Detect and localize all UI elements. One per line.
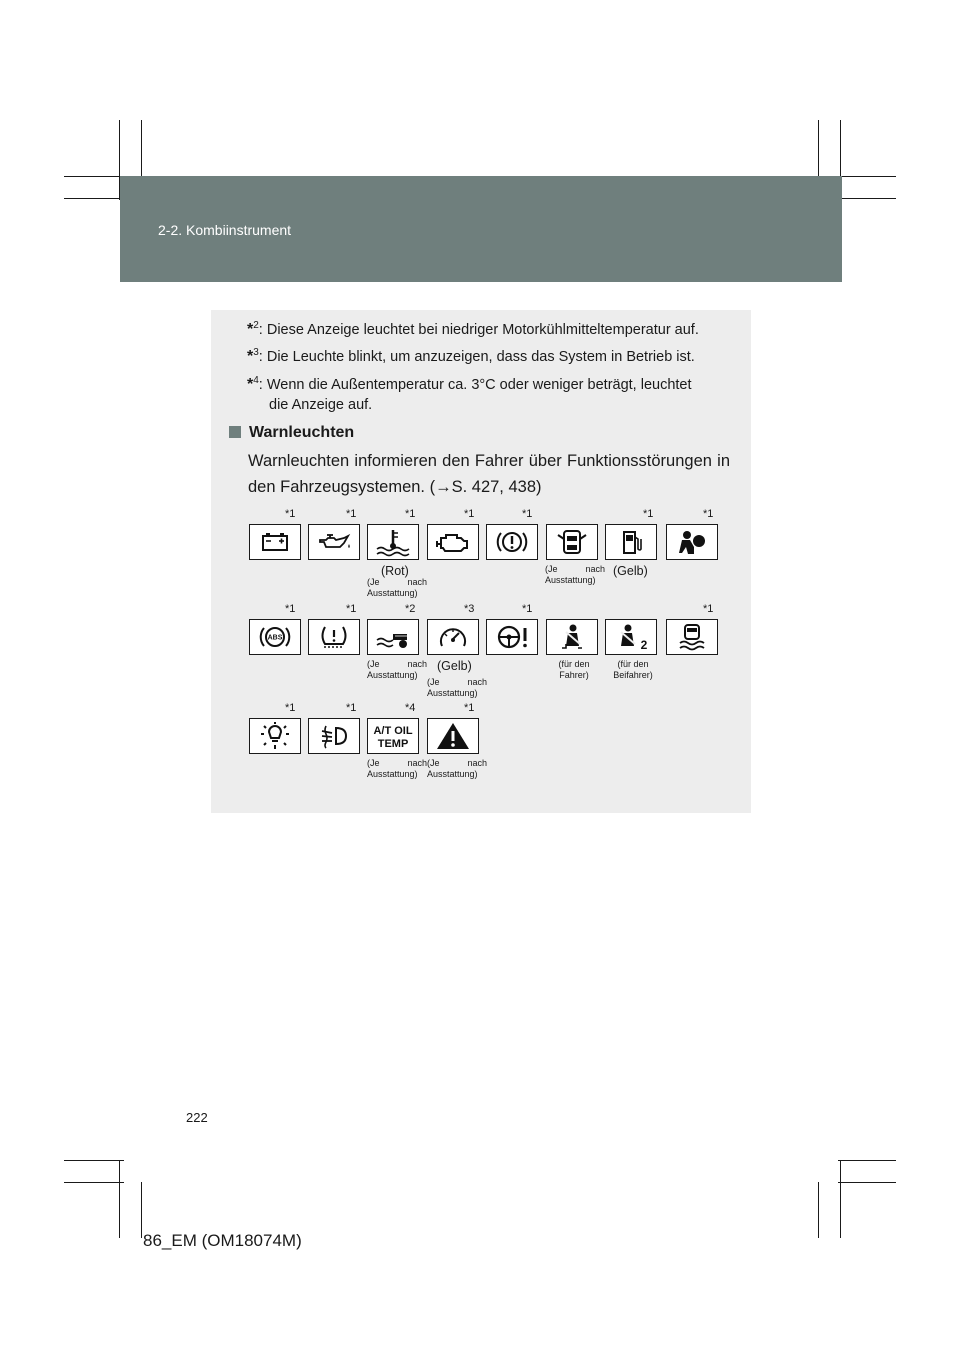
- crop-mark: [119, 1160, 120, 1238]
- color-label-rot: (Rot): [381, 564, 409, 578]
- at-oil-text: A/T OIL: [373, 725, 413, 737]
- equipment-note: (Je nach Ausstattung): [427, 758, 487, 779]
- footnote-mark: *3: [464, 603, 475, 615]
- section-heading: Warnleuchten: [229, 424, 354, 442]
- headlight-icon: [249, 718, 301, 754]
- note-2: *$^2$: Diese Anzeige leuchtet bei niedriger Motorkühlmitteltemperatur auf.: [247, 320, 699, 338]
- crop-mark: [838, 1160, 896, 1161]
- header-band: [120, 176, 842, 282]
- oil-pressure-icon: [308, 524, 360, 560]
- crop-mark: [838, 1182, 896, 1183]
- abs-text: ABS: [267, 634, 283, 642]
- footnote-mark: *1: [285, 603, 296, 615]
- power-steering-icon: [486, 619, 538, 655]
- color-label-gelb: (Gelb): [613, 564, 648, 578]
- seat-note-driver: (für den Fahrer): [558, 659, 590, 680]
- fog-light-icon: [308, 718, 360, 754]
- crop-mark: [818, 1182, 819, 1238]
- airbag-icon: [666, 524, 718, 560]
- seat-note-passenger: (für den Beifahrer): [613, 659, 653, 680]
- equipment-note: (Je nach Ausstattung): [367, 577, 427, 598]
- at-oil-temp-icon: [367, 718, 419, 754]
- equipment-note: (Je nach Ausstattung): [367, 659, 427, 680]
- crop-mark: [64, 1160, 124, 1161]
- temp-text: TEMP: [377, 738, 409, 750]
- low-coolant-temp-icon: [367, 619, 419, 655]
- footnote-mark: *1: [346, 508, 357, 520]
- brake-warning-icon: [486, 524, 538, 560]
- crop-mark: [838, 176, 896, 177]
- crop-mark: [141, 1182, 142, 1238]
- footnote-mark: *1: [643, 508, 654, 520]
- engine-check-icon: [427, 524, 479, 560]
- footnote-mark: *1: [346, 603, 357, 615]
- door-open-icon: [546, 524, 598, 560]
- footnote-mark: *1: [285, 508, 296, 520]
- abs-icon: [249, 619, 301, 655]
- footnote-mark: *1: [703, 603, 714, 615]
- footnote-mark: *1: [522, 603, 533, 615]
- cruise-control-icon: [427, 619, 479, 655]
- footnote-mark: *1: [703, 508, 714, 520]
- footnote-mark: *4: [405, 702, 416, 714]
- stability-control-icon: [666, 619, 718, 655]
- crop-mark: [64, 198, 124, 199]
- page-number: 222: [186, 1110, 208, 1125]
- footnote-mark: *1: [346, 702, 357, 714]
- equipment-note: (Je nach Ausstattung): [427, 677, 487, 698]
- note-4: *$^4$: Wenn die Außentemperatur ca. 3°C oder weniger beträgt, leuchtet die Anzeige auf.: [247, 375, 692, 413]
- passenger-seat-number: 2: [640, 638, 648, 652]
- coolant-temp-icon: [367, 524, 419, 560]
- footnote-mark: *1: [464, 702, 475, 714]
- section-paragraph: Warnleuchten informieren den Fahrer über Funktionsstörungen in den Fahrzeugsystemen. (→S. 427, 438): [248, 452, 730, 496]
- crop-mark: [64, 176, 124, 177]
- bullet-square: [229, 426, 241, 438]
- seatbelt-driver-icon: [546, 619, 598, 655]
- fuel-icon: [605, 524, 657, 560]
- tire-pressure-icon: [308, 619, 360, 655]
- color-label-gelb: (Gelb): [437, 659, 472, 673]
- footnote-mark: *1: [522, 508, 533, 520]
- crop-mark: [838, 198, 896, 199]
- footnote-mark: *1: [285, 702, 296, 714]
- seatbelt-passenger-icon: [605, 619, 657, 655]
- section-title: 2-2. Kombiinstrument: [158, 222, 292, 238]
- note-3: *$^3$: Die Leuchte blinkt, um anzuzeigen, dass das System in Betrieb ist.: [247, 347, 695, 365]
- document-code: 86_EM (OM18074M): [143, 1231, 302, 1250]
- footnote-mark: *2: [405, 603, 416, 615]
- footnote-mark: *1: [464, 508, 475, 520]
- crop-mark: [64, 1182, 124, 1183]
- master-warning-icon: [427, 718, 479, 754]
- equipment-note: (Je nach Ausstattung): [545, 564, 605, 585]
- battery-icon: [249, 524, 301, 560]
- footnote-mark: *1: [405, 508, 416, 520]
- crop-mark: [840, 1160, 841, 1238]
- equipment-note: (Je nach Ausstattung): [367, 758, 427, 779]
